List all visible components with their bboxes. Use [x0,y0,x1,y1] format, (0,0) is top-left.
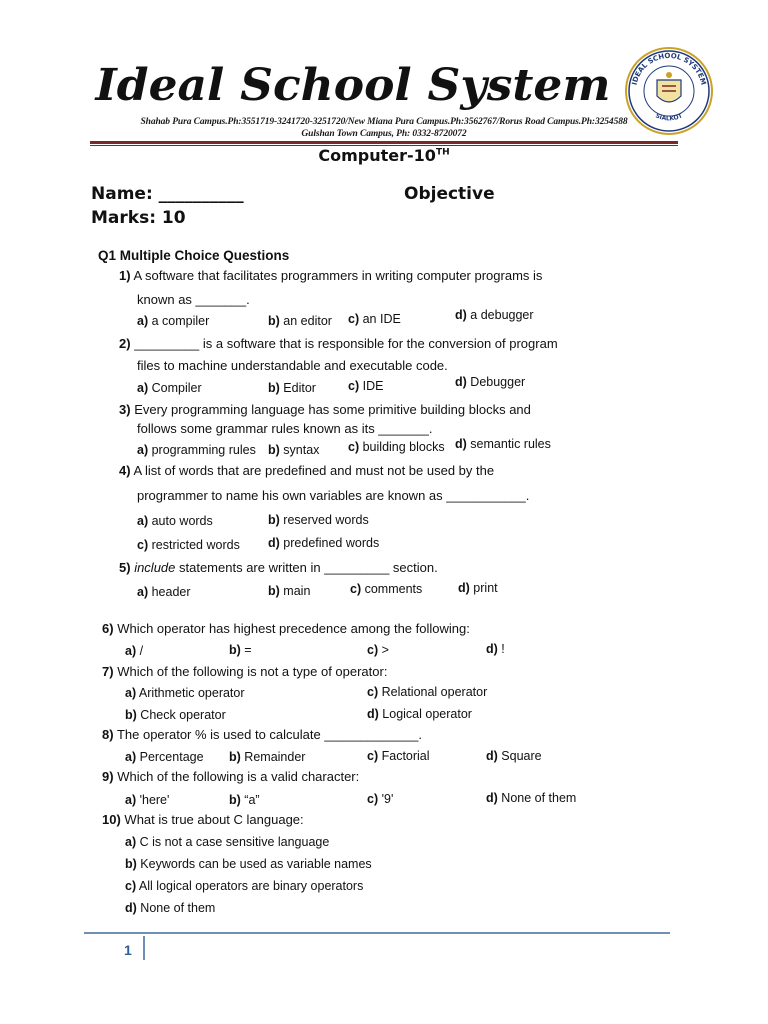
question-number: 4) [119,463,131,478]
q2-option-a: a) Compiler [137,381,202,395]
question-text: _________ is a software that is responsible for the conversion of program [134,336,558,351]
question-6 [102,621,470,636]
subject-superscript: TH [435,147,450,158]
q5-option-c: c) comments [350,582,423,596]
q6-option-b: b) = [229,643,252,657]
question-2 [119,336,558,351]
q5-option-d: d) print [458,581,498,595]
question-number: 6) [102,621,114,636]
q10-option-b: b) Keywords can be used as variable names [125,857,372,871]
question-text: The operator % is used to calculate _____________. [116,727,422,742]
school-name-text: Ideal School System [93,60,611,111]
q10-option-d: d) None of them [125,901,216,915]
question-text: What is true about C language: [124,812,304,827]
subject-title [0,146,768,165]
campus-addresses-line1: Shahab Pura Campus.Ph:3551719-3241720-3251720/New Miana Pura Campus.Ph:3562767/Rorus Road Campus.Ph:3254588 [140,117,628,127]
question-number: 2) [119,336,131,351]
school-name-title [88,52,618,116]
seal-top-text: IDEAL SCHOOL SYSTEM [630,51,708,86]
question-5 [119,560,438,575]
q10-option-a: a) C is not a case sensitive language [125,835,330,849]
q3-option-d: d) semantic rules [455,437,551,451]
question-text: Which of the following is not a type of operator: [117,664,388,679]
marks-label: Marks: 10 [91,208,186,228]
q1-option-a: a) a compiler [137,314,210,328]
campus-addresses-line2: Gulshan Town Campus, Ph: 0332-8720072 [301,129,467,139]
q8-option-b: b) Remainder [229,750,306,764]
q6-option-a: a) / [125,644,144,658]
q1-option-d: d) a debugger [455,308,534,322]
question-number: 3) [119,402,131,417]
q2-option-c: c) IDE [348,379,384,393]
question-emphasis: include [134,560,176,575]
subject-text: Computer-10 [318,146,436,165]
question-4 [119,463,494,478]
q5-option-b: b) main [268,584,311,598]
page-number: 1 [124,942,132,958]
q7-option-d: d) Logical operator [367,707,472,721]
header-divider [90,141,678,144]
question-text: Which of the following is a valid character: [117,769,360,784]
q4-option-a: a) auto words [137,514,213,528]
question-text: A list of words that are predefined and must not be used by the [133,463,495,478]
question-number: 9) [102,769,114,784]
section-title: Q1 Multiple Choice Questions [98,248,290,263]
q2-option-b: b) Editor [268,381,316,395]
question-4-line2: programmer to name his own variables are known as ___________. [137,488,530,503]
q4-option-b: b) reserved words [268,513,369,527]
question-text: Which operator has highest precedence among the following: [117,621,470,636]
question-7 [102,664,387,679]
section-type-label: Objective [404,184,495,204]
q9-option-b: b) “a” [229,793,260,807]
question-8 [102,727,422,742]
question-number: 1) [119,268,131,283]
question-1 [119,268,542,283]
seal-bottom-text: SIALKOT [654,112,684,123]
q3-option-c: c) building blocks [348,440,445,454]
question-3-line2: follows some grammar rules known as its _______. [137,421,433,436]
q1-option-b: b) an editor [268,314,332,328]
q8-option-d: d) Square [486,749,542,763]
q7-option-a: a) Arithmetic operator [125,686,245,700]
q9-option-d: d) None of them [486,791,577,805]
q10-option-c: c) All logical operators are binary operators [125,879,364,893]
q9-option-a: a) 'here' [125,793,170,807]
question-number: 10) [102,812,121,827]
question-9 [102,769,359,784]
q3-option-a: a) programming rules [137,443,256,457]
question-number: 5) [119,560,131,575]
q7-option-b: b) Check operator [125,708,226,722]
q1-option-c: c) an IDE [348,312,401,326]
name-field-label: Name: __________ [91,184,244,204]
question-1-line2: known as _______. [137,292,250,307]
q8-option-a: a) Percentage [125,750,204,764]
question-3 [119,402,531,417]
q6-option-d: d) ! [486,642,505,656]
question-text: Every programming language has some primitive building blocks and [134,402,531,417]
footer-separator [143,936,145,960]
question-number: 8) [102,727,114,742]
question-text: statements are written in _________ section. [175,560,438,575]
question-number: 7) [102,664,114,679]
q9-option-c: c) '9' [367,792,394,806]
question-10 [102,812,304,827]
question-text: A software that facilitates programmers in writing computer programs is [133,268,543,283]
q7-option-c: c) Relational operator [367,685,488,699]
q5-option-a: a) header [137,585,191,599]
question-2-line2: files to machine understandable and executable code. [137,358,448,373]
q6-option-c: c) > [367,643,389,657]
q2-option-d: d) Debugger [455,375,526,389]
q4-option-c: c) restricted words [137,538,240,552]
q3-option-b: b) syntax [268,443,320,457]
q8-option-c: c) Factorial [367,749,430,763]
q4-option-d: d) predefined words [268,536,380,550]
footer-divider [84,932,670,934]
